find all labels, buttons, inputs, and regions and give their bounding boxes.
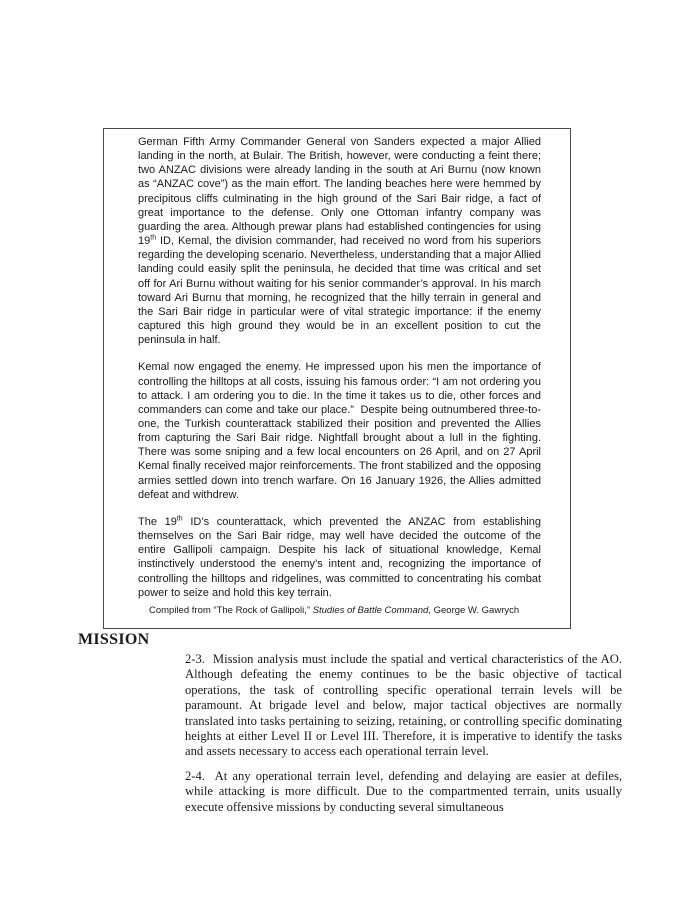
box-paragraph-2: Kemal now engaged the enemy. He impressed upon his men the importance of controlling the hilltops at all costs, issuing his famous order: “I am not ordering you to attack. I am ordering you to die. In the time it takes us to die, other forces and commanders can come and take our place.” Despite being outnumbered three-to-one, the Turkish counterattack stabilized their position and prevented the Allies from capturing the Sari Bair ridge. Nightfall brought about a lull in the fighting. There was some sniping and a few local encounters on 26 April, and on 27 April Kemal finally received major reinforcements. The front stabilized and the opposing armies settled down into trench warfare. On 16 January 1926, the Allies admitted defeat and withdrew. [138,361,541,501]
box-paragraph-3 [138,515,541,600]
box-paragraph-1-text-cont: ID, Kemal, the division commander, had received no word from his superiors regarding the developing scenario. Nevertheless, understanding that a major Allied landing could easily split the peninsula, he decided that time was critical and set off for Ari Burnu without waiting for his senior commander’s approval. In his march toward Ari Burnu that morning, he recognized that the hilly terrain in general and the Sari Bair ridge in particular were of vital strategic importance: if the enemy captured this high ground they would be in an excellent position to cut the peninsula in half. [138,235,541,347]
attribution-book-title: Studies of Battle Command [312,604,429,616]
paragraph-2-3: 2-3. Mission analysis must include the spatial and vertical characteristics of the AO. Although defeating the enemy continues to be the basic objective of tactical operations, the task of controlling specific operational terrain levels will be paramount. At brigade level and below, major tactical objectives are normally translated into tasks pertaining to seizing, retaining, or controlling specific dominating heights at either Level II or Level III. Therefore, it is imperative to identify the tasks and assets necessary to access each operational terrain level. [185,652,622,759]
box-paragraph-3-text-cont: ID’s counterattack, which prevented the ANZAC from establishing themselves on the Sari Bair ridge, may well have decided the outcome of the entire Gallipoli campaign. Despite his lack of situational knowledge, Kemal instinctively understood the enemy’s intent and, recognizing the importance of controlling the hilltops and ridgelines, was committed to concentrating his combat power to seize and hold this key terrain. [138,515,541,599]
historical-example-text [138,135,541,617]
box-paragraph-1 [138,135,541,347]
source-attribution [149,605,541,617]
attribution-prefix: Compiled from “The Rock of Gallipoli,” [149,604,313,616]
attribution-suffix: , George W. Gawrych [428,604,520,616]
section-heading-mission: MISSION [78,631,150,648]
box-paragraph-3-text: The 19 [138,515,177,528]
paragraph-2-4: 2-4. At any operational terrain level, defending and delaying are easier at defiles, while attacking is more difficult. Due to the compartmented terrain, units usually execute offensive missions by conducting several simultaneous [185,768,622,814]
ordinal-superscript: th [176,515,183,523]
body-text-column [185,652,622,824]
historical-example-box [103,128,571,629]
box-paragraph-1-text: German Fifth Army Commander General von Sanders expected a major Allied landing in the north, at Bulair. The British, however, were conducting a feint there; two ANZAC divisions were already landing in the south at Ari Burnu (now known as “ANZAC cove”) as the main effort. The landing beaches here were hemmed by precipitous cliffs culminating in the high ground of the Sari Bair ridge, a fact of great importance to the defense. Only one Ottoman infantry company was guarding the area. Although prewar plans had established contingencies for using 19 [138,136,541,248]
ordinal-superscript: th [150,234,157,242]
